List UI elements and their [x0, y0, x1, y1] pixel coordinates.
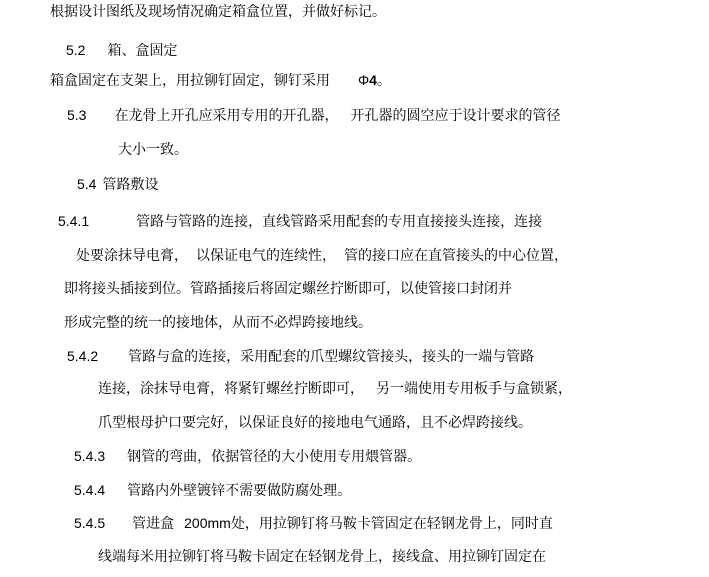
section-5-4-2-line-2: [98, 380, 572, 398]
section-5-4-2-line-3: [98, 414, 532, 432]
section-number: 5.4.2: [67, 348, 99, 364]
intro-line: [50, 3, 386, 21]
section-5-4-1-line-1: [58, 212, 542, 230]
body-text: 管路内外壁镀锌不需要做防腐处理。: [127, 483, 352, 499]
body-text: 开孔器的圆空应于设计要求的管径: [350, 108, 561, 124]
section-number: 5.4.3: [74, 448, 106, 464]
body-text: 管路与盒的连接，采用配套的爪型螺纹管接头，接头的一端与管路: [128, 349, 535, 365]
body-text: 形成完整的统一的接地体，从而不必焊跨接地线。: [64, 315, 372, 331]
section-5-4-5-line-2: [98, 548, 546, 566]
section-5-3-line-1: [67, 106, 560, 124]
section-number: 5.4.1: [58, 213, 90, 229]
section-5-4-3: [74, 447, 421, 465]
body-text: 管路与管路的连接，直线管路采用配套的专用直接接头连接，连接: [136, 214, 543, 230]
body-text: 另一端使用专用板手与盒锁紧，: [376, 381, 572, 397]
section-5-4-2-line-1: [67, 347, 534, 365]
section-5-4-5-line-1: [74, 514, 553, 532]
section-5-4-1-line-4: [64, 314, 372, 332]
body-text: 即将接头插接到位。管路插接后将固定螺丝拧断即可，以使管接口封闭并: [64, 281, 512, 297]
intro-text: 根据设计图纸及现场情况确定箱盒位置，并做好标记。: [50, 4, 386, 20]
body-text: 连接，涂抹导电膏，将紧钉螺丝拧断即可，: [98, 381, 364, 397]
body-text: 线端每米用拉铆钉将马鞍卡固定在轻钢龙骨上，接线盒、用拉铆钉固定在: [98, 549, 546, 565]
section-5-3-line-2: [118, 141, 188, 159]
body-text: 大小一致。: [118, 142, 188, 158]
section-title: 箱、盒固定: [107, 43, 178, 59]
body-text: 以保证电气的连续性，: [196, 248, 336, 264]
section-5-2-body: [50, 71, 391, 89]
section-number: 5.4.5: [74, 515, 106, 531]
section-number: 5.4: [77, 176, 97, 192]
body-text: 管的接口应在直管接头的中心位置，: [344, 248, 568, 264]
section-title: 管路敷设: [102, 177, 159, 193]
section-5-4-heading: [77, 175, 158, 193]
diameter-symbol: Φ: [358, 72, 370, 88]
body-text: 爪型根母护口要完好，以保证良好的接地电气通路，且不必焊跨接线。: [98, 415, 532, 431]
body-text: 在龙骨上开孔应采用专用的开孔器，: [114, 108, 339, 124]
diameter-value: 4: [369, 72, 377, 88]
section-5-4-1-line-3: [64, 280, 512, 298]
body-text: 箱盒固定在支架上，用拉铆钉固定，铆钉采用: [50, 73, 330, 89]
body-end: 。: [376, 73, 391, 89]
body-text: 管进盒: [132, 516, 175, 532]
section-number: 5.2: [66, 42, 86, 58]
section-number: 5.4.4: [74, 482, 106, 498]
section-5-4-1-line-2: [76, 247, 568, 265]
section-number: 5.3: [67, 107, 87, 123]
body-text: 钢管的弯曲，依据管径的大小使用专用煨管器。: [127, 449, 422, 465]
section-5-4-4: [74, 481, 351, 499]
measurement: 200mm: [184, 515, 231, 531]
section-5-2-heading: [66, 41, 177, 59]
body-text: 处要涂抹导电膏，: [76, 248, 188, 264]
body-text: 处，用拉铆钉将马鞍卡管固定在轻钢龙骨上，同时直: [230, 516, 553, 532]
